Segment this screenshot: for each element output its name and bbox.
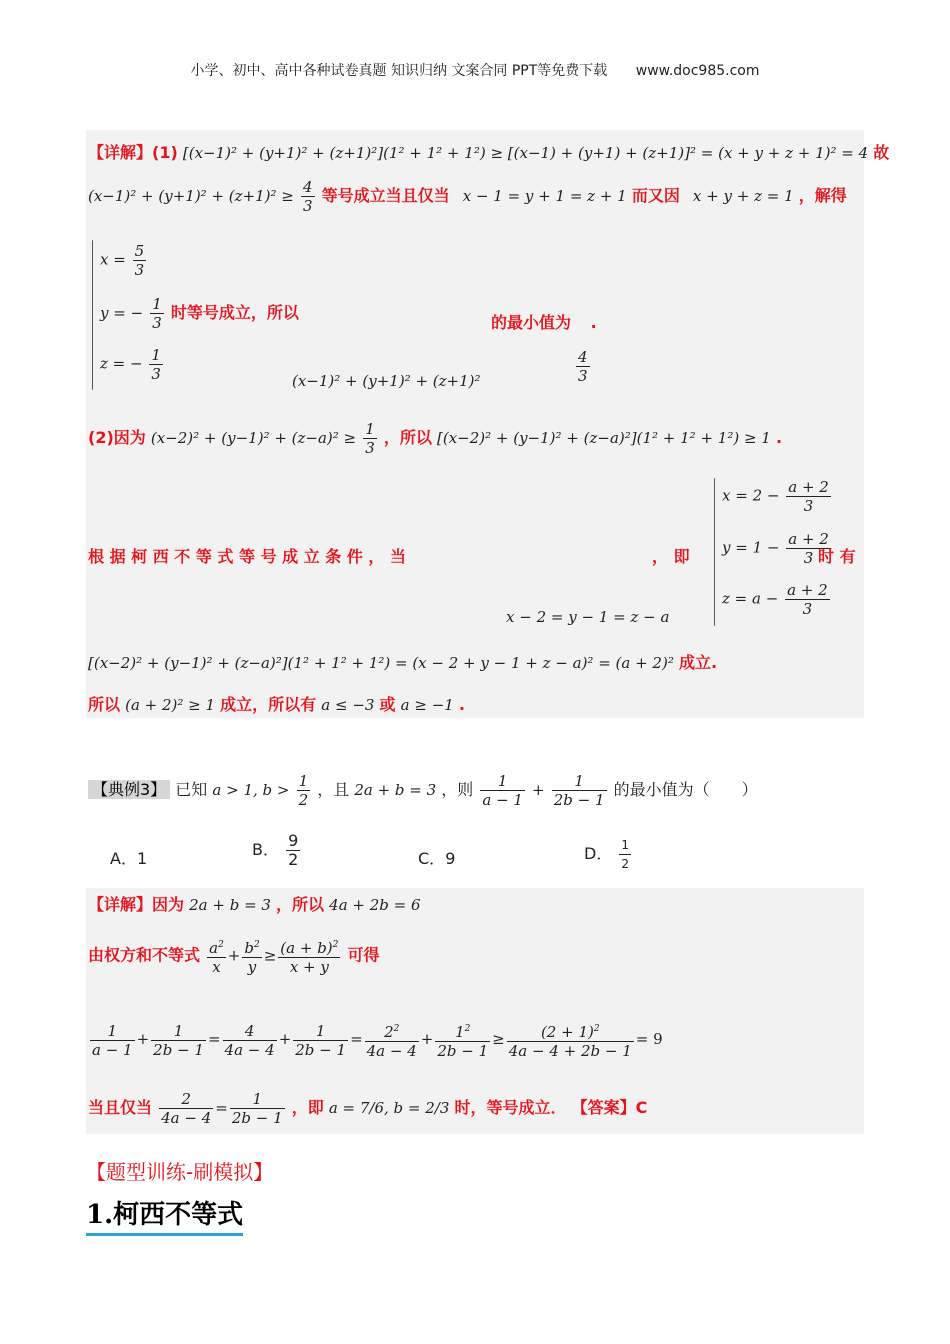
min-answer-num: 4 xyxy=(578,348,588,366)
option-a xyxy=(110,846,147,869)
option-c-value: 9 xyxy=(445,849,456,868)
part2-so-text: ，所以 xyxy=(383,428,432,447)
identity-expression: [(x−2)² + (y−1)² + (z−a)²](1² + 1² + 1²) = (x − 2 + y − 1 + z − a)² = (a + 2)² xyxy=(88,654,674,672)
sys-z-num: 1 xyxy=(151,346,161,364)
half-den: 2 xyxy=(298,791,309,809)
target-expression: (x−1)² + (y+1)² + (z+1)² xyxy=(292,372,481,390)
kede-text: 可得 xyxy=(347,945,380,965)
inequality-chain: $\frac{1}{a - 1}$ + $\frac{1}{2b - 1}$ = $\frac{4}{4a - 4}$ + $\frac{1}{2b - 1}$ = $\frac{2^2}{4a - 4}$ + $\frac{1^2}{2b - 1}$ ≥ $\frac{(2 + 1)^2}{4a - 4 + 2b - 1}$ = 9 xyxy=(92,1021,663,1060)
section-title: 1.柯西不等式 xyxy=(86,1194,243,1236)
sum-squares-expr: (x−1)² + (y+1)² + (z+1)² ≥ xyxy=(88,187,294,205)
f1-den: a − 1 xyxy=(482,791,523,809)
sys-z-lhs: z = − xyxy=(100,354,143,373)
sys2-y-den: 3 xyxy=(803,549,814,567)
sys2-x-den: 3 xyxy=(803,497,814,515)
final-inequality: (a + 2)² ≥ 1 xyxy=(125,696,216,714)
sys-x-num: 5 xyxy=(134,242,145,260)
option-a-label: A． xyxy=(110,849,137,868)
option-b xyxy=(252,832,302,869)
sum-constraint: x + y + z = 1 xyxy=(692,187,794,205)
sys-x-den: 3 xyxy=(134,261,145,279)
header-site: www.doc985.com xyxy=(635,63,760,79)
or-text: 或 xyxy=(379,695,396,714)
sys-y-den: 3 xyxy=(152,314,162,332)
option-a-value: 1 xyxy=(136,849,148,868)
eq-holds-text: 时，等号成立． xyxy=(454,1098,567,1117)
gu-text: 故 xyxy=(873,143,890,162)
sys-x-lhs: x = xyxy=(100,250,126,269)
ji-text: ， 即 xyxy=(652,547,690,566)
solution-values: a = 7/6, b = 2/3 xyxy=(328,1099,450,1117)
option-d-num: 1 xyxy=(619,836,631,855)
equality-condition-text: 等号成立当且仅当 xyxy=(321,186,450,205)
min-answer-den: 3 xyxy=(578,367,588,385)
part2-dot: . xyxy=(775,428,783,447)
sys2-x-num: a + 2 xyxy=(788,478,829,496)
sys-y-num: 1 xyxy=(152,295,162,313)
ask-text: 的最小值为（ ） xyxy=(613,780,758,799)
given-cond-1: a > 1, b > xyxy=(212,781,290,799)
cauchy-inequality-1: [(x−1)² + (y+1)² + (z+1)²](1² + 1² + 1²) ≥ [(x−1) + (y+1) + (z+1)]² = (x + y + z + 1)² = 4 xyxy=(182,144,869,162)
chain-result: = 9 xyxy=(635,1030,663,1048)
header-text: 小学、初中、高中各种试卷真题 知识归纳 文案合同 PPT等免费下载 xyxy=(190,63,608,79)
example3-question xyxy=(88,772,758,809)
solve-text: ，解得 xyxy=(798,186,847,205)
page-header xyxy=(0,60,950,80)
power-mean-text: 由权方和不等式 xyxy=(88,945,201,965)
detail3-so: ，所以 xyxy=(276,895,325,914)
sys2-z-lhs: z = a − xyxy=(722,589,779,608)
example3-label: 【典例3】 xyxy=(88,780,170,799)
f2-den: 2b − 1 xyxy=(553,791,605,809)
also-because-text: 而又因 xyxy=(631,186,680,205)
min-dot: . xyxy=(590,313,597,332)
option-c xyxy=(418,846,455,869)
system-brace-1 xyxy=(92,240,93,390)
half-num: 1 xyxy=(298,772,309,790)
when-text: 当且仅当 xyxy=(88,1098,153,1117)
cauchy-condition-text: 根 据 柯 西 不 等 式 等 号 成 立 条 件 ， 当 xyxy=(88,547,406,566)
final-dot: . xyxy=(458,695,465,714)
option-c-label: C． xyxy=(418,849,446,868)
sys2-x-lhs: x = 2 − xyxy=(722,486,780,505)
final-text: 成立，所以有 xyxy=(220,695,317,714)
option-b-num: 9 xyxy=(288,831,299,850)
part2-frac-num: 1 xyxy=(365,420,375,438)
sys-y-lhs: y = − xyxy=(100,304,144,322)
range-2: a ≥ −1 xyxy=(400,696,454,714)
detail3-m2: 4a + 2b = 6 xyxy=(329,896,421,914)
part2-frac-den: 3 xyxy=(365,439,375,457)
ji-text-3: ，即 xyxy=(291,1098,324,1117)
shi-you-text: 时 有 xyxy=(818,547,856,566)
detail3-m1: 2a + b = 3 xyxy=(189,896,271,914)
plus-sign: + xyxy=(532,781,545,799)
part2-condition: (x−2)² + (y−1)² + (z−a)² ≥ xyxy=(150,429,357,447)
given-cond-2: 2a + b = 3 xyxy=(354,781,437,799)
option-d xyxy=(584,836,633,873)
eq-chain-2: x − 2 = y − 1 = z − a xyxy=(506,608,670,626)
and-text: ，且 xyxy=(317,780,350,799)
sys2-y-num: a + 2 xyxy=(788,530,829,548)
part2-inequality: [(x−2)² + (y−1)² + (z−a)²](1² + 1² + 1²) ≥ 1 xyxy=(436,429,771,447)
option-d-den: 2 xyxy=(621,857,630,871)
option-b-label: B． xyxy=(252,840,279,859)
frac-den: 3 xyxy=(302,197,313,215)
detail3-label: 【详解】因为 xyxy=(88,895,185,914)
detail-label: 【详解】(1) xyxy=(88,143,178,162)
holds-text: 成立. xyxy=(678,653,718,672)
f2-num: 1 xyxy=(552,772,607,791)
system-brace-2 xyxy=(714,478,715,626)
sys2-z-den: 3 xyxy=(802,600,813,618)
solution-box-1 xyxy=(86,130,890,718)
frac-num: 4 xyxy=(302,178,313,196)
f1-num: 1 xyxy=(480,772,525,791)
sys-z-den: 3 xyxy=(151,365,161,383)
sys2-y-lhs: y = 1 − xyxy=(722,538,780,557)
section-label: 【题型训练-刷模拟】 xyxy=(86,1160,274,1184)
answer-text: 【答案】C xyxy=(571,1098,648,1117)
min-value-text: 的最小值为 xyxy=(491,313,572,332)
part2-label: (2)因为 xyxy=(88,428,146,447)
option-d-label: D． xyxy=(584,844,613,863)
equality-chain: x − 1 = y + 1 = z + 1 xyxy=(462,187,627,205)
then-text: ，则 xyxy=(441,780,474,799)
equality-holds-text: 时等号成立，所以 xyxy=(170,303,299,322)
sys2-z-num: a + 2 xyxy=(787,581,828,599)
final-so-text: 所以 xyxy=(88,695,121,714)
range-1: a ≤ −3 xyxy=(321,696,375,714)
option-b-den: 2 xyxy=(288,850,299,869)
solution-box-3: 【详解】因为 2a + b = 3 ，所以 4a + 2b = 6 由权方和不等式 $\frac{a^2}{x}$ + $\frac{b^2}{y}$ ≥ $\frac{(a + b)^2}{x + y}$ 可得 $\frac{1}{a - 1}$ + $\frac{1}{2b - 1}$ = $\frac{4}{4a - 4}$ + $\frac{1}{2b - 1}$ = $\frac{2^2}{4a - 4}$ + $\frac{1^2}{2b - 1}$ ≥ $\frac{(2 + 1)^2}{4a - 4 + 2b - 1}$ = 9 当且仅当 $\frac{2}{4a - 4}$ = $\frac{1}{2b - 1}$ ，即 a = 7/6, b = 2/3 时，等号成立． 【答案】C xyxy=(86,888,864,1134)
given-text: 已知 xyxy=(175,780,208,799)
